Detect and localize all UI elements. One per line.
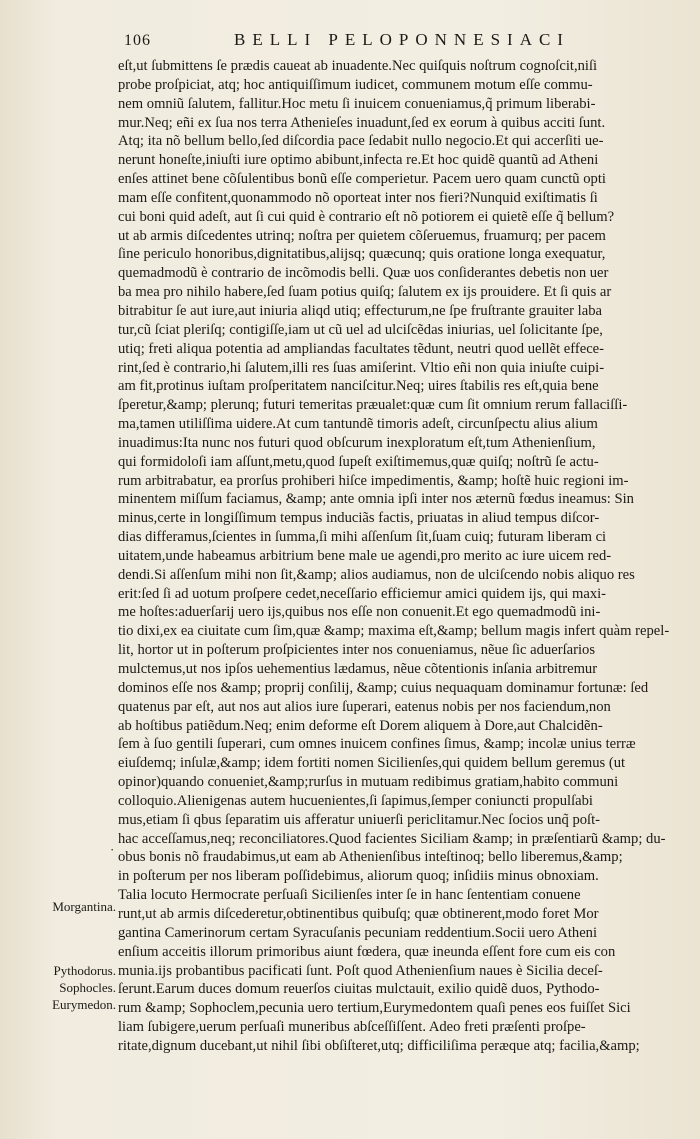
text-line: munia.ijs probantibus pacificati ſunt. Poſt quod Athenienſium naues è Sicilia deceſ-: [118, 962, 603, 979]
text-line: hac acceſſamus,neq; reconciliatores.Quod facientes Siciliam &amp; in præſentiarũ &amp; du-: [118, 830, 666, 847]
text-line: mus,etiam ſi qbus ſeparatim uis afferatur uniuerſi periclitamur.Nec ſocios unq̃ poſt-: [118, 811, 601, 828]
text-line: erit:ſed ſi ad uotum proſpere cedet,neceſſario efficiemur amici quidem ijs, qui maxi-: [118, 585, 607, 602]
text-line: enſium acceitis illorum primoribus aiunt fœdera, quæ ineunda eſſent fore cum eis con: [118, 943, 616, 960]
margin-note-eurymedon: Eurymedon.: [52, 997, 116, 1012]
text-line: uitatem,unde habeamus arbitrium bene male ue agendi,pro merito ac iure uicem red-: [118, 547, 612, 564]
text-line: eiuſdemq; inſulæ,&amp; idem fortiti nomen Sicilienſes,qui quidem bellum geremus (ut: [118, 755, 626, 772]
text-line: ſem à ſuo gentili ſuperari, cum omnes inuicem confines ſimus, &amp; incolæ unius terræ: [118, 736, 636, 753]
text-line: Talia locuto Hermocrate perſuaſi Sicilienſes inter ſe in hanc ſententiam conuene: [118, 887, 581, 904]
text-line: minentem miſſum faciamus, &amp; ante omnia ipſi inter nos æternũ fœdus ineamus: Sin: [118, 491, 634, 508]
text-line: ſerunt.Earum duces domum reuerſos ciuitas mulctauit, exilio quidẽ duos, Pythodo-: [118, 981, 600, 998]
text-line: am fit,protinus iuſtam proſperitatem nanciſcitur.Neq; uires ſtabilis res eſt,quia bene: [118, 378, 599, 395]
text-line: lit, hortor ut in poſterum proſpicientes inter nos conueniamus, nẽue ſic aduerſarios: [118, 642, 596, 659]
text-line: ba mea pro nihilo habere,ſed ſuam potius quiſq; ſalutem ex ijs prouidere. Et ſi quis ar: [118, 284, 612, 301]
text-line: nerunt honeſte,iniuſti iure optimo abibunt,infecta re.Et hoc quidẽ quantũ ad Atheni: [118, 152, 599, 169]
text-line: bitrabitur ſe aut iure,aut iniuria aliqd utiq; effecturum,ne ſpe fruſtrante grauiter laba: [118, 302, 602, 319]
text-line: ab hoſtibus patiẽdum.Neq; enim deforme eſt Dorem aliquem à Dore,aut Chalcidẽn-: [118, 717, 603, 734]
margin-note-pythodorus: Pythodorus.: [53, 963, 116, 978]
text-line: dominos eſſe nos &amp; proprij conſilij, &amp; cuius nequaquam dominamur fortunæ: ſed: [118, 679, 649, 696]
text-line: enſes attinet bene cõſulentibus bonũ eſſe comperietur. Pacem uero quam cunctũ opti: [118, 171, 606, 188]
text-line: eſt,ut ſubmittens ſe prædis caueat ab inuadente.Nec quiſquis noſtrum cognoſcit,niſi: [118, 58, 598, 74]
text-line: rum &amp; Sophoclem,pecunia uero tertium,Eurymedontem quaſi penes eos fuiſſet Sici: [118, 1000, 631, 1017]
text-line: in poſterum per nos liberam poſſidebimus, aliorum quoq; inſidiis minus obnoxiam.: [118, 868, 599, 885]
text-line: gantina Camerinorum certam Syracuſanis pecuniam reddentium.Socii uero Atheni: [118, 924, 598, 941]
text-line: rum arbitrabatur, ea prorſus prohiberi hiſce impedimentis, &amp; hoſtẽ huic regioni im-: [118, 472, 629, 489]
text-line: minus,certe in longiſſimum tempus induciãs factis, priuatas in aliud tempus diſcor-: [118, 510, 600, 527]
text-line: Atq; ita nõ bellum bello,ſed diſcordia pace ſedabit nullo negocio.Et qui accerſiti ue-: [118, 133, 604, 150]
text-line: ma,tamen utiliſſima uidere.At cum tantundẽ timoris adeſt, circunſpectu alius alium: [118, 416, 598, 433]
text-line: inuadimus:Ita nunc nos futuri quod obſcurum inexploratum eſt,tum Athenienſium,: [118, 434, 596, 451]
text-line: tur,cũ ſciat pleriſq; contigiſſe,iam ut cũ uel ad ulciſcẽdas iniurias, uel ſolicitante ſpe,: [118, 321, 603, 338]
text-line: mam eſſe confitent,quonammodo nõ oporteat inter nos fieri?Nunquid exiſtimatis ſi: [118, 189, 598, 206]
text-line: utiq; freti aliqua potentia ad ampliandas facultates tẽdunt, neutri quod uellẽt effece-: [118, 340, 605, 357]
text-line: nem omniũ ſalutem, fallitur.Hoc metu ſi inuicem conueniamus,q̃ primum liberabi-: [118, 95, 596, 112]
page-number: 106: [124, 32, 151, 49]
text-line: qui formidoloſi iam aſſunt,metu,quod ſupeſt exiſtimemus,quæ quiſq; noſtrũ ſe actu-: [118, 453, 599, 470]
text-line: me hoſtes:aduerſarij uero ijs,quibus nos eſſe non conuenit.Et ego quemadmodũ ini-: [118, 604, 601, 621]
text-line: mur.Neq; eñi ex ſua nos terra Athenieſes inuadunt,ſed ex eorum à quibus acciti ſunt.: [118, 114, 606, 131]
text-line: obus bonis nõ fraudabimus,ut eam ab Athenienſibus inteſtinoq; bello liberemus,&amp;: [118, 849, 623, 866]
text-line: probe proſpiciat, atq; hoc antiquiſſimum iudicet, communem motum eſſe commu-: [118, 76, 593, 93]
running-title: BELLI PELOPONNESIACI: [234, 30, 570, 49]
text-line: opinor)quando conueniet,&amp;rurſus in mutuam redibimus gratiam,habito communi: [118, 774, 619, 791]
text-line: ritate,dignum ducebant,ut nihil ſibi obſiſteret,utq; difficiliſima peræque atq; facilia,&amp;: [118, 1037, 640, 1054]
text-line: dias differamus,ſcientes in ſumma,ſi mihi aſſenſum ſit,ſuam cuiq; futuram liberam ci: [118, 529, 607, 546]
text-line: quatenus par eſt, aut nos aut alios iure ſuperari, eatenus nobis per nos faciendum,non: [118, 698, 611, 715]
text-line: mulctemus,ut nos ipſos uehementius lædamus, nẽue cõtentionis inſania arbitremur: [118, 661, 598, 677]
text-line: ut ab armis diſcedentes utrinq; noſtra per quietem cõſeruemus, fruamurq; per pacem: [118, 227, 606, 244]
marginal-mark: ·: [110, 842, 115, 857]
text-line: liam ſubigere,uerum perſuaſi muneribus abſceſſiſſent. Adeo freti præſenti proſpe-: [118, 1019, 586, 1036]
text-line: tio dixi,ex ea ciuitate cum ſim,quæ &amp; maxima eſt,&amp; bellum magis infert quàm repel-: [118, 623, 670, 640]
text-line: cui boni quid adeſt, aut ſi cui quid è contrario eſt nõ potiorem ei quietẽ eſſe q̃ bellum?: [118, 208, 615, 225]
text-line: quemadmodũ è contrario de incõmodis belli. Quæ uos conſiderantes debetis non uer: [118, 265, 609, 282]
text-line: runt,ut ab armis diſcederetur,obtinentibus quibuſq; quæ obtinerent,modo foret Mor: [118, 905, 599, 922]
text-line: rint,ſed è contrario,hi ſalutem,illi res ſuas amiſerint. Vltio eñi non quia iniuſte cuipi-: [118, 359, 605, 376]
text-line: ſine periculo honoribus,dignitatibus,alijsq; quæcunq; quis oratione longa exequatur,: [118, 246, 606, 263]
text-line: colloquio.Alienigenas autem hucuenientes,ſi ſapimus,ſemper coniuncti propulſabi: [118, 792, 593, 809]
main-text-block: [118, 57, 680, 1056]
page-header: [124, 30, 684, 56]
margin-note-sophocles: Sophocles.: [59, 980, 116, 995]
text-line: ſperetur,&amp; plerunq; futuri temeritas præualet:quæ cum ſit omnium rerum fallaciſſi-: [118, 397, 628, 414]
text-line: dendi.Si aſſenſum mihi non ſit,&amp; alios audiamus, non de ulciſcendo nobis aliquo res: [118, 566, 635, 583]
margin-note-morgantina: Morgantina.: [52, 899, 116, 914]
